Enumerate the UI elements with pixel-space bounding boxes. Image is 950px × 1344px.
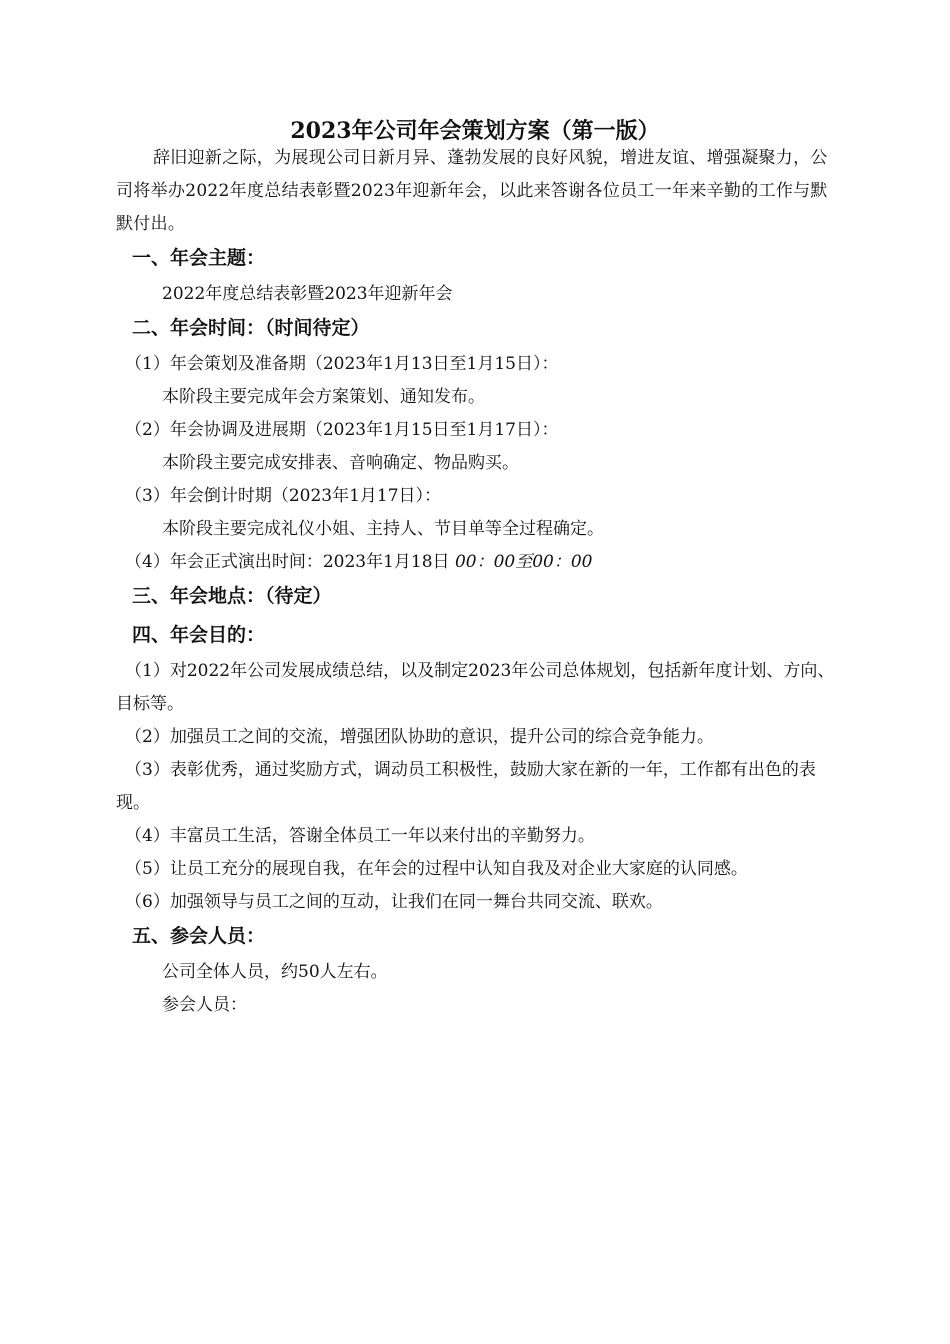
section-time-heading: 二、年会时间：（时间待定） [132, 317, 370, 339]
purpose-item-5: （5）让员工充分的展现自我，在年会的过程中认知自我及对企业大家庭的认同感。 [125, 859, 748, 879]
document-title: 2023年公司年会策划方案（第一版） [290, 118, 660, 144]
section-venue-heading: 三、年会地点：（待定） [132, 585, 332, 607]
time-item-1-label: （1）年会策划及准备期（2023年1月13日至1月15日）： [125, 354, 559, 374]
purpose-item-6: （6）加强领导与员工之间的互动，让我们在同一舞台共同交流、联欢。 [125, 892, 663, 912]
time-item-1-detail: 本阶段主要完成年会方案策划、通知发布。 [162, 387, 485, 407]
purpose-item-4: （4）丰富员工生活，答谢全体员工一年以来付出的辛勤努力。 [125, 826, 595, 846]
section-purpose-heading: 四、年会目的： [132, 624, 266, 646]
section-theme-content: 2022年度总结表彰暨2023年迎新年会 [162, 284, 453, 304]
intro-paragraph: 辞旧迎新之际，为展现公司日新月异、蓬勃发展的良好风貌，增进友谊、增强凝聚力，公司将举办2022年度总结表彰暨2023年迎新年会，以此来答谢各位员工一年来辛勤的工作与默默付出。 [116, 148, 828, 234]
time-item-3-detail: 本阶段主要完成礼仪小姐、主持人、节目单等全过程确定。 [162, 519, 604, 539]
time-item-4-time: 00：00至00：00 [454, 552, 593, 572]
purpose-item-3: （3）表彰优秀，通过奖励方式，调动员工积极性，鼓励大家在新的一年，工作都有出色的表现。 [116, 760, 816, 813]
time-item-4-label: （4）年会正式演出时间：2023年1月18日 [125, 552, 450, 572]
section-theme-heading: 一、年会主题： [132, 247, 266, 269]
purpose-item-1: （1）对2022年公司发展成绩总结，以及制定2023年公司总体规划，包括新年度计划、方向、目标等。 [116, 661, 835, 714]
purpose-item-2: （2）加强员工之间的交流，增强团队协助的意识，提升公司的综合竞争能力。 [125, 727, 714, 747]
time-item-2-label: （2）年会协调及进展期（2023年1月15日至1月17日）： [125, 420, 559, 440]
attendees-content: 公司全体人员，约50人左右。 [162, 962, 388, 982]
time-item-4 [125, 550, 845, 574]
time-item-3-label: （3）年会倒计时期（2023年1月17日）： [125, 486, 442, 506]
attendees-label: 参会人员： [162, 995, 247, 1015]
section-attendees-heading: 五、参会人员： [132, 925, 266, 947]
time-item-2-detail: 本阶段主要完成安排表、音响确定、物品购买。 [162, 453, 519, 473]
